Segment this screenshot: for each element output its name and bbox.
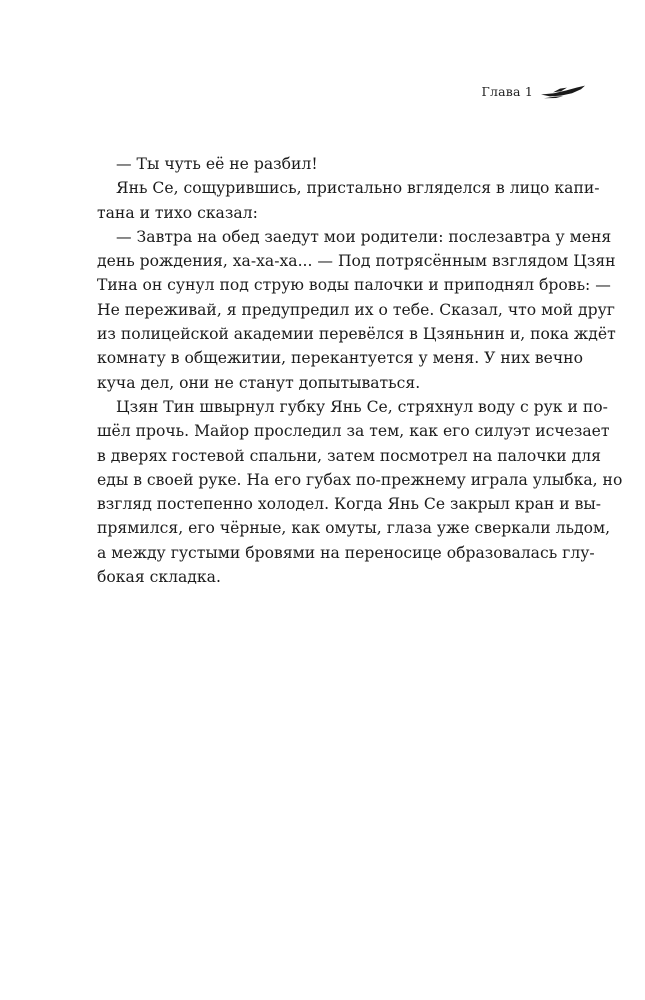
text-line: а между густыми бровями на переносице образовалась глу- <box>97 543 595 562</box>
text-line: — Ты чуть её не разбил! <box>116 155 318 173</box>
feather-ornament-icon <box>541 85 585 99</box>
text-line: — Завтра на обед заедут мои родители: послезавтра у меня <box>116 227 612 246</box>
text-line: день рождения, ха-ха-ха... — Под потрясённым взглядом Цзян <box>97 252 616 271</box>
text-line: шёл прочь. Майор проследил за тем, как его силуэт исчезает <box>97 422 610 441</box>
chapter-title: Глава 1 <box>481 84 533 99</box>
text-line: Не переживай, я предупредил их о тебе. Сказал, что мой друг <box>97 300 615 319</box>
text-line: из полицейской академии перевёлся в Цзяньнин и, пока ждёт <box>97 325 616 344</box>
text-line: куча дел, они не станут допытываться. <box>97 373 421 392</box>
text-line: Цзян Тин швырнул губку Янь Се, стряхнул воду с рук и по- <box>116 397 608 416</box>
text-line: Тина он сунул под струю воды палочки и приподнял бровь: — <box>97 276 611 295</box>
text-line: еды в своей руке. На его губах по-прежнему играла улыбка, но <box>97 470 623 489</box>
text-line: прямился, его чёрные, как омуты, глаза уже сверкали льдом, <box>97 519 611 538</box>
text-line: Янь Се, сощурившись, пристально вгляделся в лицо капи- <box>116 179 600 198</box>
text-line: комнату в общежитии, перекантуется у меня. У них вечно <box>97 349 583 368</box>
running-head <box>482 84 586 99</box>
text-line: взгляд постепенно холодел. Когда Янь Се закрыл кран и вы- <box>97 495 602 514</box>
text-line: тана и тихо сказал: <box>97 203 258 222</box>
text-line: бокая складка. <box>97 568 221 587</box>
text-line: в дверях гостевой спальни, затем посмотрел на палочки для <box>97 446 601 465</box>
body-text <box>97 152 623 589</box>
